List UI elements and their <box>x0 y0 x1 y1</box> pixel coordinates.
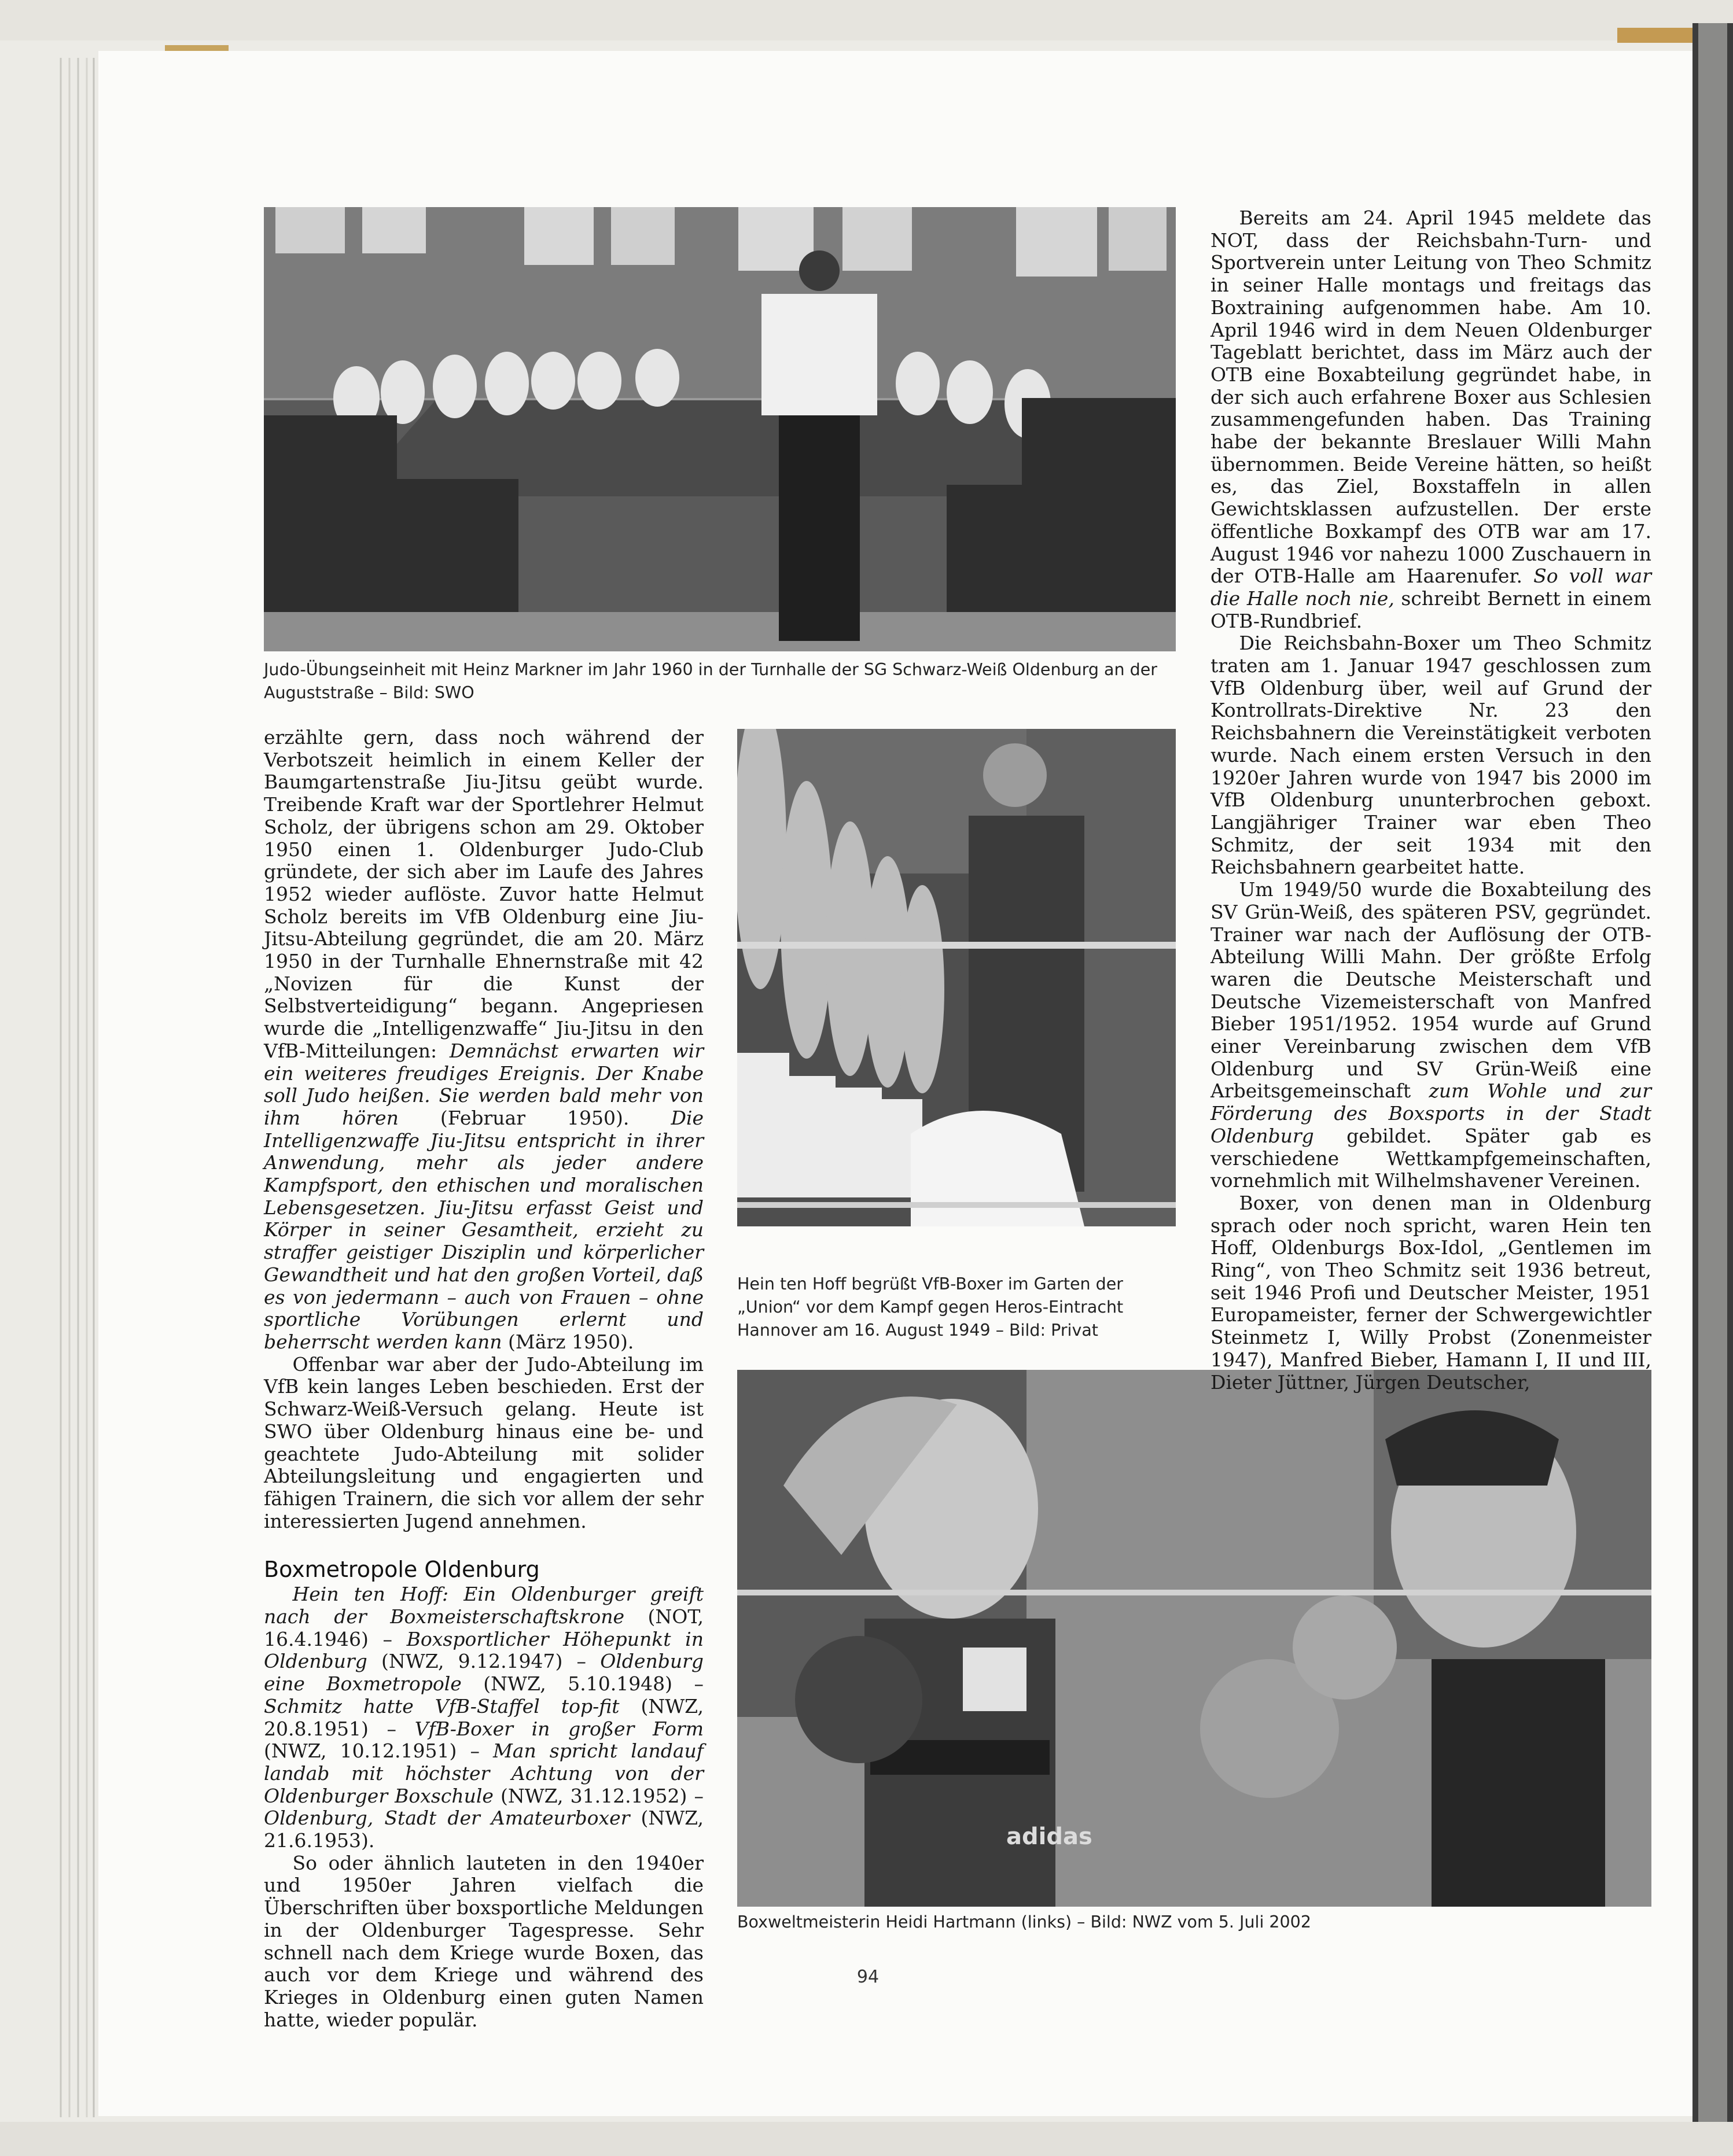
left-paragraph-3: Hein ten Hoff: Ein Oldenburger greift nach der Boxmeisterschaftskrone (NOT, 16.4.1946) – Boxsportlicher Höhepunkt in Oldenburg (NWZ, 9.12.1947) – Oldenburg eine Boxmetropole (NWZ, 5.10.1948) – Schmitz hatte VfB-Staffel top-fit (NWZ, 20.8.1951) – VfB-Boxer in großer Form (NWZ, 10.12.1951) – Man spricht landauf landab mit höchster Achtung von der Oldenburger Boxschule (NWZ, 31.12.1952) – Oldenburg, Stadt der Amateurboxer (NWZ, 21.6.1953). <box>264 1583 704 1852</box>
left-paragraph-4: So oder ähnlich lauteten in den 1940er und 1950er Jahren vielfach die Überschriften über boxsportliche Meldungen in der Oldenburger Tagespresse. Sehr schnell nach dem Kriege wurde Boxen, das auch vor dem Kriege und während des Krieges in Oldenburg einen guten Namen hatte, wieder populär. <box>264 1851 704 2031</box>
left-paragraph-2: Offenbar war aber der Judo-Abteilung im VfB kein langes Leben beschieden. Erst der Schwarz-Weiß-Versuch gelang. Heute ist SWO über Oldenburg hinaus eine be- und geachtete Judo-Abteilung mit solider Abteilungsleitung und engagierten und fähigen Trainern, die sich vor allem der sehr interessierten Jugend annehmen. <box>264 1352 704 1532</box>
page-number: 94 <box>856 1967 880 1987</box>
left-column <box>264 727 704 2031</box>
right-paragraph-1: Bereits am 24. April 1945 meldete das NOT, dass der Reichsbahn-Turn- und Sportverein unter Leitung von Theo Schmitz in seiner Halle montags und freitags das Boxtraining aufgenommen habe. Am 10. April 1946 wird in dem Neuen Oldenburger Tageblatt berichtet, dass im März auch der OTB eine Boxabteilung gegründet habe, in der sich auch erfahrene Boxer aus Schlesien zusammengefunden haben. Das Training habe der bekannte Breslauer Willi Mahn übernommen. Beide Vereine hätten, so heißt es, das Ziel, Boxstaffeln in allen Gewichtsklassen aufzustellen. Der erste öffentliche Boxkampf des OTB war am 17. August 1946 vor nahezu 1000 Zuschauern in der OTB-Halle am Haarenufer. So voll war die Halle noch nie, schreibt Bernett in einem OTB-Rundbrief. <box>1210 207 1651 632</box>
section-heading: Boxmetropole Oldenburg <box>264 1557 540 1583</box>
right-paragraph-3: Um 1949/50 wurde die Boxabteilung des SV Grün-Weiß, des späteren PSV, gegründet. Trainer war nach der Auflösung der OTB-Abteilung Willi Mahn. Der größte Erfolg waren die Deutsche Meisterschaft und Deutsche Vizemeisterschaft von Manfred Bieber 1951/1952. 1954 wurde auf Grund einer Vereinbarung zwischen dem VfB Oldenburg und SV Grün-Weiß eine Arbeitsgemeinschaft zum Wohle und zur Förderung des Boxsports in der Stadt Oldenburg gebildet. Später gab es verschiedene Wettkampfgemeinschaften, vornehmlich mit Wilhelmshavener Vereinen. <box>1210 878 1651 1192</box>
right-paragraph-4: Boxer, von denen man in Oldenburg sprach oder noch spricht, waren Hein ten Hoff, Oldenburgs Box-Idol, „Gentlemen im Ring“, von Theo Schmitz seit 1936 betreut, seit 1946 Profi und Deutscher Meister, 1951 Europameister, ferner der Schwergewichtler Steinmetz I, Willy Probst (Zonenmeister 1947), Manfred Bieber, Hamann I, II und III, Dieter Jüttner, Jürgen Deutscher, <box>1210 1191 1651 1394</box>
left-paragraph-1: erzählte gern, dass noch während der Verbotszeit heimlich in einem Keller der Baumgartenstraße Jiu-Jitsu geübt wurde. Treibende Kraft war der Sportlehrer Helmut Scholz, der übrigens schon am 29. Oktober 1950 einen 1. Oldenburger Judo-Club gründete, der sich aber im Laufe des Jahres 1952 wieder auflöste. Zuvor hatte Helmut Scholz bereits im VfB Oldenburg eine Jiu-Jitsu-Abteilung gegründet, die am 20. März 1950 in der Turnhalle Ehnernstraße mit 42 „Novizen für die Kunst der Selbstverteidigung“ begann. Angepriesen wurde die „Intelligenzwaffe“ Jiu-Jitsu in den VfB-Mitteilungen: Demnächst erwarten wir ein weiteres freudiges Ereignis. Der Knabe soll Judo heißen. Sie werden bald mehr von ihm hören (Februar 1950). Die Intelligenzwaffe Jiu-Jitsu entspricht in ihrer Anwendung, mehr als jeder andere Kampfsport, den ethischen und moralischen Lebensgesetzen. Jiu-Jitsu erfasst Geist und Körper in seiner Gesamtheit, erzieht zu straffer geistiger Disziplin und körperlicher Gewandtheit und hat den großen Vorteil, daß es von jedermann – auch von Frauen – ohne sportliche Vorübungen erlernt und beherrscht werden kann (März 1950). <box>264 726 704 1353</box>
photo-judo-training <box>264 207 1176 651</box>
photo-boxers-garden <box>737 729 1176 1226</box>
photo-heidi-hartmann <box>737 1370 1651 1907</box>
shirt-lettering: adidas <box>1006 1823 1092 1850</box>
right-column <box>1210 207 1651 1394</box>
right-paragraph-2: Die Reichsbahn-Boxer um Theo Schmitz traten am 1. Januar 1947 geschlossen zum VfB Oldenburg über, weil auf Grund der Kontrollrats-Direktive Nr. 23 den Reichsbahnern die Vereinstätigkeit verboten wurde. Nach einem ersten Versuch in den 1920er Jahren wurde von 1947 bis 2000 im VfB Oldenburg ununterbrochen geboxt. Langjähriger Trainer war eben Theo Schmitz, der seit 1934 mit den Reichsbahnern gearbeitet hatte. <box>1210 632 1651 879</box>
caption-judo-training: Judo-Übungseinheit mit Heinz Markner im Jahr 1960 in der Turnhalle der SG Schwarz-Weiß Oldenburg an der Auguststraße – Bild: SWO <box>264 660 1157 702</box>
caption-boxers-garden: Hein ten Hoff begrüßt VfB-Boxer im Garten der „Union“ vor dem Kampf gegen Heros-Eintracht Hannover am 16. August 1949 – Bild: Privat <box>737 1274 1124 1340</box>
caption-heidi-hartmann: Boxweltmeisterin Heidi Hartmann (links) – Bild: NWZ vom 5. Juli 2002 <box>737 1912 1311 1932</box>
